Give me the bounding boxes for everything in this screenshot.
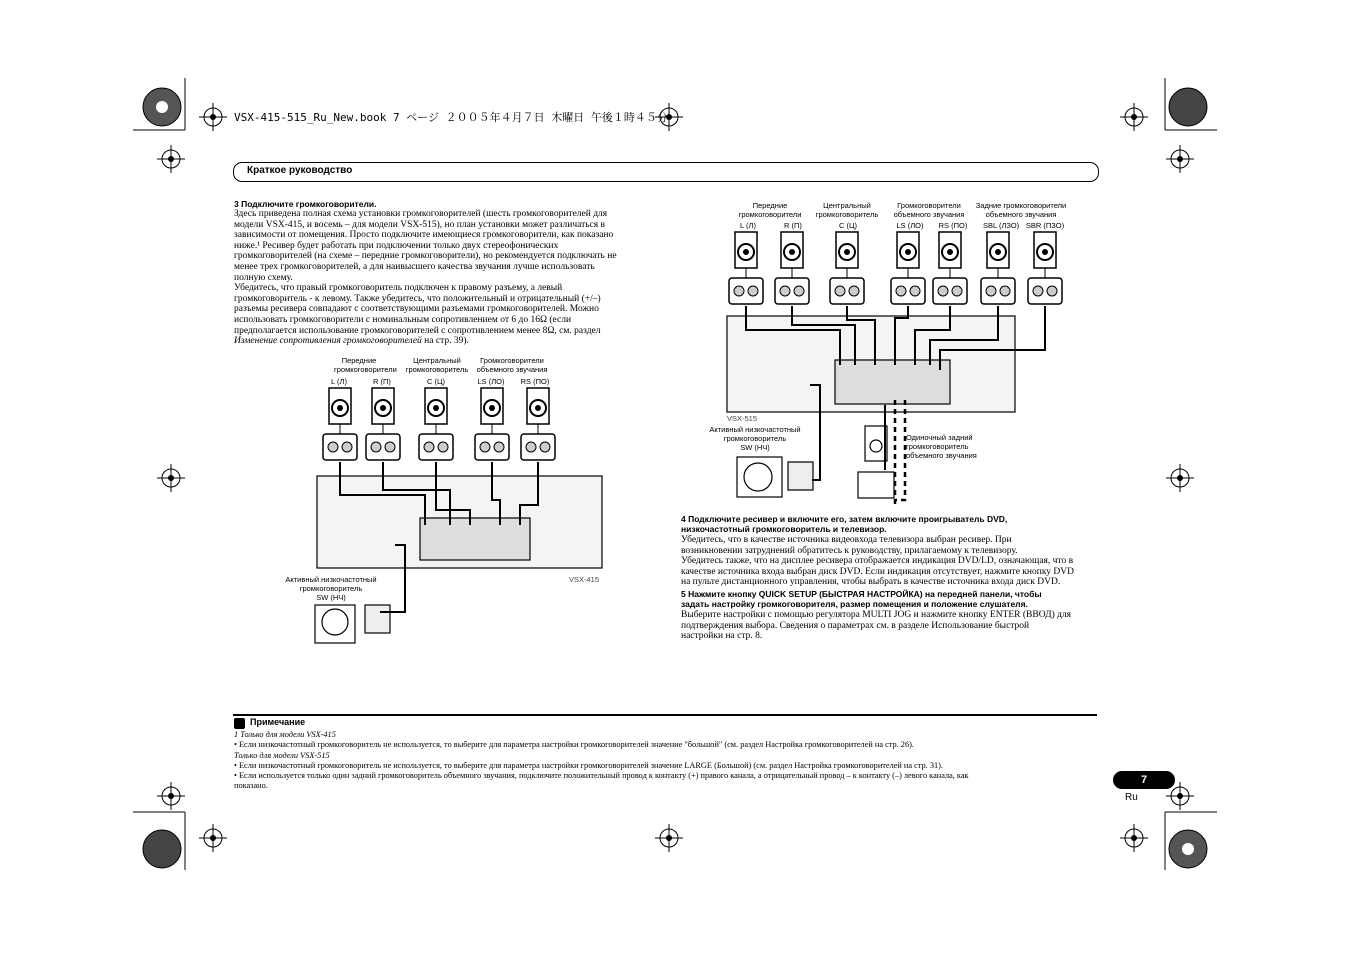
- speaker-icon: [897, 232, 919, 278]
- terminal-block-icon: [981, 278, 1015, 304]
- step5-line: настройки на стр. 8.: [681, 631, 763, 642]
- label-single-back-515: Одиночный задний громкоговоритель объемного звучания: [906, 433, 977, 460]
- terminal-block-icon: [1028, 278, 1062, 304]
- step4-heading-1: 4 Подключите ресивер и включите его, затем включите проигрыватель DVD,: [681, 514, 1008, 524]
- section-title: Краткое руководство: [247, 165, 353, 176]
- terminal-block-icon: [729, 278, 763, 304]
- step3-line: Здесь приведена полная схема установки громкоговорителей (шесть громкоговорителей для: [234, 209, 608, 219]
- label-r-415: R (П): [373, 377, 391, 386]
- step3-line: менее трех громкоговорителей, а для наивысшего качества звучания лучше использовать: [234, 261, 595, 272]
- step3-line: разъемы ресивера совпадают с соответствующими разъемами громкоговорителей. Можно: [234, 304, 599, 315]
- label-rs-515: RS (ПО): [938, 221, 968, 230]
- label-center-515: Центральный громкоговоритель: [815, 201, 879, 219]
- terminal-block-icon: [830, 278, 864, 304]
- model-label-515: VSX-515: [727, 414, 758, 423]
- step3-last-line: Изменение сопротивления громкоговорителей на стр. 39).: [234, 336, 469, 347]
- terminal-block-icon: [775, 278, 809, 304]
- label-sbl-515: SBL (ЛЗО): [983, 221, 1020, 230]
- note-divider: [233, 714, 1097, 716]
- file-header-line: VSX-415-515_Ru_New.book 7 ページ ２００５年４月７日 木曜日 午後１時４５分: [234, 111, 668, 124]
- step3-line: ниже.¹ Ресивер будет работать при подключении только двух стереофонических: [234, 240, 559, 251]
- note-line: • Если низкочастотный громкоговоритель не используется, то выберите для параметра настройки громкоговорителей значение "большой" (см. раздел Настройка громкоговорителей на стр. 26).: [234, 740, 914, 750]
- model-label-415: VSX-415: [568, 575, 600, 584]
- step5-body: [681, 610, 1101, 642]
- terminal-block-icon: [891, 278, 925, 304]
- label-front-415: Передние громкоговорители: [334, 356, 397, 374]
- label-sbr-515: SBR (ПЗО): [1025, 221, 1065, 230]
- step4-line: на пульте дистанционного управления, чтобы выбрать в качестве источника входа диск DVD.: [681, 577, 1061, 588]
- label-surround-515: Громкоговорители объемного звучания: [893, 201, 965, 219]
- step5-heading-1: 5 Нажмите кнопку QUICK SETUP (БЫСТРАЯ НАСТРОЙКА) на передней панели, чтобы: [681, 589, 1042, 599]
- note-line: Только для модели VSX-515: [234, 750, 330, 760]
- note-line: • Если низкочастотный громкоговоритель не используется, то выберите для параметра настройки громкоговорителей значение LARGE (Большой) (см. раздел Настройка громкоговорителей на стр. 31).: [234, 760, 943, 770]
- note-line: • Если используется только один задний громкоговоритель объемного звучания, подключите положительный провод к контакту (+) правого канала, а отрицательный провод – к контакту (–) левого канала, как: [234, 771, 969, 781]
- speaker-icon: [781, 232, 803, 278]
- note-icon: [234, 718, 245, 729]
- label-front-515: Передние громкоговорители: [738, 201, 802, 219]
- speaker-icon: [939, 232, 961, 278]
- note-line: показано.: [234, 781, 268, 791]
- step4-line: качестве источника входа выбран диск DVD. Если индикация отсутствует, нажмите кнопку DVD: [681, 566, 1075, 577]
- speaker-icon: [987, 232, 1009, 278]
- step3-line: громкоговоритель - к левому. Также убедитесь, что положительный и отрицательный (+/–): [234, 293, 601, 304]
- step3-heading: 3 Подключите громкоговорители.: [234, 199, 377, 209]
- speaker-icon: [836, 232, 858, 278]
- label-rs-415: RS (ПО): [520, 377, 550, 386]
- step3-line: зависимости от помещения. Просто подключите имеющиеся громкоговорители, как показано: [234, 230, 614, 241]
- step5-line: Выберите настройки с помощью регулятора MULTI JOG и нажмите кнопку ENTER (ВВОД) для: [681, 610, 1072, 620]
- step4-heading-2: низкочастотный громкоговоритель и телевизор.: [681, 524, 887, 534]
- label-c-415: C (Ц): [426, 377, 446, 386]
- label-l-415: L (Л): [331, 377, 347, 386]
- step4-line: Убедитесь, что в качестве источника видеовхода телевизора выбран ресивер. При: [681, 535, 1012, 545]
- step3-line: полную схему.: [234, 272, 293, 283]
- label-ls-515: LS (ЛО): [896, 221, 924, 230]
- step4-line: Убедитесь также, что на дисплее ресивера отображается индикация DVD/LD, означающая, что в: [681, 556, 1074, 567]
- step5-line: подтверждения выбора. Сведения о параметрах см. в разделе Использование быстрой: [681, 620, 1030, 631]
- step3-line: предполагается использование громкоговорителей с сопротивлением менее 8Ω, см. раздел: [234, 325, 601, 336]
- terminal-block-icon: [933, 278, 967, 304]
- label-surround-415: Громкоговорители объемного звучания: [476, 356, 548, 374]
- link-speaker-impedance: Изменение сопротивления громкоговорителей: [234, 336, 422, 347]
- label-sub-415: Активный низкочастотный громкоговоритель SW (НЧ): [285, 575, 377, 602]
- step4-body: [681, 535, 1101, 588]
- label-l-515: L (Л): [740, 221, 756, 230]
- page-language: Ru: [1125, 792, 1138, 803]
- note-title: Примечание: [250, 717, 306, 727]
- step4-line: возникновении затруднений обратитесь к руководству, прилагаемому к телевизору.: [681, 545, 1018, 556]
- step5-heading-2: задать настройку громкоговорителя, размер помещения и положение слушателя.: [681, 599, 1028, 609]
- speaker-icon: [735, 232, 757, 278]
- speaker-icon: [1034, 232, 1056, 278]
- note-line: 1 Только для модели VSX-415: [234, 730, 336, 739]
- label-center-415: Центральный громкоговоритель: [405, 356, 469, 374]
- step3-line: использовать громкоговорители с номинальным сопротивлением от 6 до 16Ω (если: [234, 314, 572, 325]
- page-number-badge: 7: [1113, 771, 1175, 789]
- step3-line: громкоговорителей (на схеме – передние громкоговорители), но рекомендуется подключать не: [234, 251, 617, 262]
- label-back-515: Задние громкоговорители объемного звучания: [975, 201, 1067, 219]
- note-body: [234, 730, 1098, 792]
- label-r-515: R (П): [784, 221, 802, 230]
- label-ls-415: LS (ЛО): [477, 377, 505, 386]
- step3-line: Убедитесь, что правый громкоговоритель подключен к правому разъему, а левый: [234, 283, 563, 294]
- label-c-515: C (Ц): [838, 221, 858, 230]
- label-sub-515: Активный низкочастотный громкоговоритель SW (НЧ): [709, 425, 801, 452]
- step3-line: модели VSX-415, и восемь – для модели VSX-515), но план установки может различаться в: [234, 219, 606, 230]
